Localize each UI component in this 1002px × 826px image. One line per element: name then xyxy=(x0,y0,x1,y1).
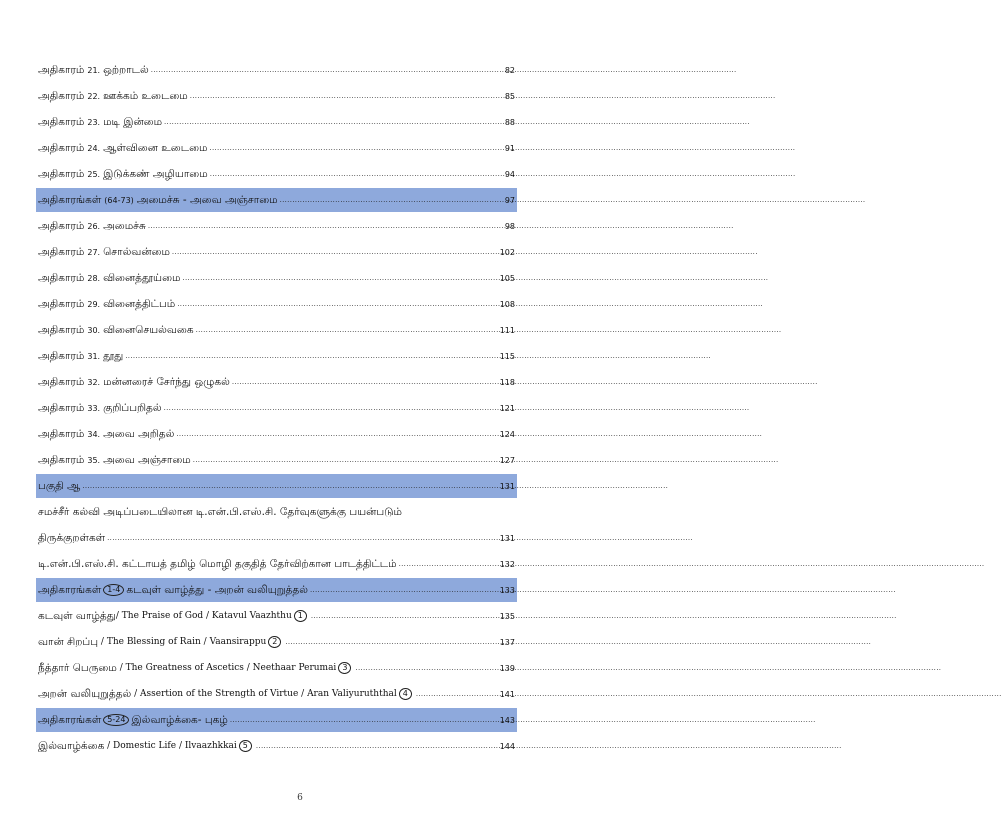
entry-number: 24. xyxy=(87,143,101,153)
section-page: 97 xyxy=(504,195,515,205)
entry-page: 91 xyxy=(504,143,515,153)
section-label: அதிகாரங்கள் xyxy=(38,193,102,206)
toc-entry-34[interactable] xyxy=(36,422,517,446)
leader-dots xyxy=(190,92,503,100)
chapter-tamil: அறன் வலியுறுத்தல் xyxy=(38,687,132,700)
entry-name: ஆள்வினை உடைமை xyxy=(103,141,208,154)
entry-page: 127 xyxy=(499,455,515,465)
section-label: அதிகாரங்கள் xyxy=(38,713,102,726)
toc-section-1-4[interactable] xyxy=(36,578,517,602)
entry-name: அமைச்சு xyxy=(103,219,146,232)
entry-name: மடி இன்மை xyxy=(103,115,163,128)
entry-page: 102 xyxy=(499,247,515,257)
entry-page: 111 xyxy=(499,325,515,335)
entry-page: 121 xyxy=(499,403,515,413)
entry-name: அவை அஞ்சாமை xyxy=(103,453,191,466)
toc-section-64-73[interactable] xyxy=(36,188,517,212)
entry-page: 94 xyxy=(504,169,515,179)
entry-number: 29. xyxy=(87,299,101,309)
entry-name: ஊக்கம் உடைமை xyxy=(103,89,188,102)
chapter-tamil: வான் சிறப்பு xyxy=(38,635,99,648)
entry-page: 88 xyxy=(504,117,515,127)
para-text: சமச்சீர் கல்வி அடிப்படையிலான டி.என்.பி.எஸ்.சி. தேர்வுகளுக்கு பயன்படும் xyxy=(38,505,402,518)
entry-number: 35. xyxy=(87,455,101,465)
chapter-english: Assertion of the Strength of Virtue xyxy=(140,689,299,699)
entry-label: அதிகாரம் xyxy=(38,453,85,466)
chapter-page: 141 xyxy=(499,689,515,699)
leader-dots xyxy=(172,248,498,256)
entry-label: அதிகாரம் xyxy=(38,427,85,440)
entry-page: 108 xyxy=(499,299,515,309)
leader-dots xyxy=(148,222,503,230)
separator: / xyxy=(131,689,141,699)
chapter-number: 2 xyxy=(268,636,281,648)
separator: / xyxy=(104,741,114,751)
page-number: 6 xyxy=(297,793,303,803)
leader-dots xyxy=(232,378,498,386)
toc-para2[interactable] xyxy=(36,552,517,576)
toc-entry-33[interactable] xyxy=(36,396,517,420)
separator: / xyxy=(115,611,122,621)
toc-chapter-4[interactable] xyxy=(36,682,517,706)
toc-section-5-24[interactable] xyxy=(36,708,517,732)
chapter-number: 5 xyxy=(239,740,252,752)
part-page: 131 xyxy=(499,481,515,491)
leader-dots xyxy=(125,352,497,360)
toc-entry-31[interactable] xyxy=(36,344,517,368)
leader-dots xyxy=(256,742,498,750)
separator: / xyxy=(200,637,210,647)
entry-number: 33. xyxy=(87,403,101,413)
entry-label: அதிகாரம் xyxy=(38,89,85,102)
entry-label: அதிகாரம் xyxy=(38,375,85,388)
leader-dots xyxy=(355,664,497,672)
chapter-number: 1 xyxy=(294,610,307,622)
chapter-translit: Neethaar Perumai xyxy=(252,663,337,673)
entry-name: குறிப்பறிதல் xyxy=(103,401,162,414)
entry-number: 22. xyxy=(87,91,101,101)
section-label: அதிகாரங்கள் xyxy=(38,583,102,596)
toc-entry-25[interactable] xyxy=(36,162,517,186)
toc-part-aa[interactable] xyxy=(36,474,517,498)
chapter-page: 144 xyxy=(499,741,515,751)
chapter-english: Domestic Life xyxy=(113,741,177,751)
toc-entry-32[interactable] xyxy=(36,370,517,394)
section-range: 5-24 xyxy=(103,714,129,726)
chapter-number: 3 xyxy=(338,662,351,674)
toc-chapter-3[interactable] xyxy=(36,656,517,680)
entry-name: இடுக்கண் அழியாமை xyxy=(103,167,208,180)
section-page: 133 xyxy=(499,585,515,595)
chapter-page: 137 xyxy=(499,637,515,647)
entry-label: அதிகாரம் xyxy=(38,349,85,362)
entry-name: ஒற்றாடல் xyxy=(103,63,149,76)
entry-name: மன்னரைச் சேர்ந்து ஒழுகல் xyxy=(103,375,230,388)
entry-name: அவை அறிதல் xyxy=(103,427,175,440)
entry-number: 30. xyxy=(87,325,101,335)
chapter-translit: Aran Valiyuruththal xyxy=(307,689,397,699)
section-name: அமைச்சு - அவை அஞ்சாமை xyxy=(136,193,278,206)
chapter-tamil: கடவுள் வாழ்த்து xyxy=(38,609,116,622)
leader-dots xyxy=(196,326,498,334)
para-page: 131 xyxy=(499,533,515,543)
entry-label: அதிகாரம் xyxy=(38,323,85,336)
toc-entry-35[interactable] xyxy=(36,448,517,472)
separator: / xyxy=(298,689,308,699)
leader-dots xyxy=(151,66,503,74)
leader-dots xyxy=(310,586,498,594)
toc-para1-line2[interactable] xyxy=(36,526,517,550)
separator: / xyxy=(98,637,107,647)
section-name: இல்வாழ்க்கை- புகழ் xyxy=(131,713,228,726)
leader-dots xyxy=(209,144,502,152)
chapter-english: The Blessing of Rain xyxy=(106,637,201,647)
separator: / xyxy=(116,663,126,673)
chapter-translit: Katavul Vaazhthu xyxy=(211,611,292,621)
leader-dots xyxy=(182,274,497,282)
toc-entry-29[interactable] xyxy=(36,292,517,316)
para-page: 132 xyxy=(499,559,515,569)
entry-number: 25. xyxy=(87,169,101,179)
leader-dots xyxy=(416,690,498,698)
leader-dots xyxy=(164,118,503,126)
entry-label: அதிகாரம் xyxy=(38,297,85,310)
toc-para1-line1[interactable] xyxy=(36,500,517,524)
leader-dots xyxy=(107,534,498,542)
entry-name: வினைசெயல்வகை xyxy=(103,323,194,336)
entry-name: தூது xyxy=(103,349,124,362)
entry-number: 21. xyxy=(87,65,101,75)
chapter-english: The Praise of God xyxy=(121,611,204,621)
part-label: பகுதி ஆ xyxy=(38,479,81,492)
separator: / xyxy=(203,611,212,621)
chapter-tamil: நீத்தார் பெருமை xyxy=(38,661,117,674)
chapter-page: 135 xyxy=(499,611,515,621)
entry-name: சொல்வன்மை xyxy=(103,245,170,258)
section-range: 1-4 xyxy=(103,584,124,596)
entry-page: 98 xyxy=(504,221,515,231)
entry-page: 118 xyxy=(499,377,515,387)
entry-label: அதிகாரம் xyxy=(38,271,85,284)
leader-dots xyxy=(311,612,498,620)
chapter-number: 4 xyxy=(399,688,412,700)
entry-label: அதிகாரம் xyxy=(38,63,85,76)
chapter-translit: Vaansirappu xyxy=(209,637,267,647)
entry-number: 27. xyxy=(87,247,101,257)
separator: / xyxy=(176,741,185,751)
entry-number: 26. xyxy=(87,221,101,231)
toc-chapter-1[interactable] xyxy=(36,604,517,628)
entry-page: 115 xyxy=(499,351,515,361)
entry-page: 124 xyxy=(499,429,515,439)
section-name: கடவுள் வாழ்த்து - அறன் வலியுறுத்தல் xyxy=(126,583,308,596)
para-text: டி.என்.பி.எஸ்.சி. கட்டாயத் தமிழ் மொழி தகுதித் தேர்விற்கான பாடத்திட்டம் xyxy=(38,557,397,570)
para-text: திருக்குறள்கள் xyxy=(38,531,106,544)
entry-label: அதிகாரம் xyxy=(38,141,85,154)
toc-entry-30[interactable] xyxy=(36,318,517,342)
entry-label: அதிகாரம் xyxy=(38,115,85,128)
chapter-translit: Ilvaazhkkai xyxy=(184,741,237,751)
separator: / xyxy=(243,663,253,673)
leader-dots xyxy=(164,404,498,412)
chapter-english: The Greatness of Ascetics xyxy=(125,663,244,673)
toc-entry-26[interactable] xyxy=(36,214,517,238)
entry-page: 85 xyxy=(504,91,515,101)
leader-dots xyxy=(177,300,497,308)
leader-dots xyxy=(210,170,503,178)
entry-label: அதிகாரம் xyxy=(38,401,85,414)
leader-dots xyxy=(193,456,498,464)
section-page: 143 xyxy=(499,715,515,725)
entry-number: 32. xyxy=(87,377,101,387)
chapter-page: 139 xyxy=(499,663,515,673)
entry-number: 28. xyxy=(87,273,101,283)
toc-entry-24[interactable] xyxy=(36,136,517,160)
toc-chapter-2[interactable] xyxy=(36,630,517,654)
chapter-tamil: இல்வாழ்க்கை xyxy=(38,739,105,752)
entry-number: 31. xyxy=(87,351,101,361)
entry-page: 105 xyxy=(499,273,515,283)
entry-label: அதிகாரம் xyxy=(38,219,85,232)
entry-label: அதிகாரம் xyxy=(38,167,85,180)
toc-entry-27[interactable] xyxy=(36,240,517,264)
entry-number: 34. xyxy=(87,429,101,439)
toc-entry-28[interactable] xyxy=(36,266,517,290)
leader-dots xyxy=(280,196,503,204)
leader-dots xyxy=(82,482,497,490)
leader-dots xyxy=(285,638,497,646)
toc-entry-21[interactable] xyxy=(36,58,517,82)
toc-entry-23[interactable] xyxy=(36,110,517,134)
entry-name: வினைத்திட்பம் xyxy=(103,297,176,310)
section-range: (64-73) xyxy=(104,195,134,205)
toc-entry-22[interactable] xyxy=(36,84,517,108)
entry-name: வினைத்தூய்மை xyxy=(103,271,181,284)
entry-page: 82 xyxy=(504,65,515,75)
toc-chapter-5[interactable] xyxy=(36,734,517,758)
leader-dots xyxy=(230,716,498,724)
entry-number: 23. xyxy=(87,117,101,127)
leader-dots xyxy=(176,430,497,438)
entry-label: அதிகாரம் xyxy=(38,245,85,258)
leader-dots xyxy=(399,560,498,568)
